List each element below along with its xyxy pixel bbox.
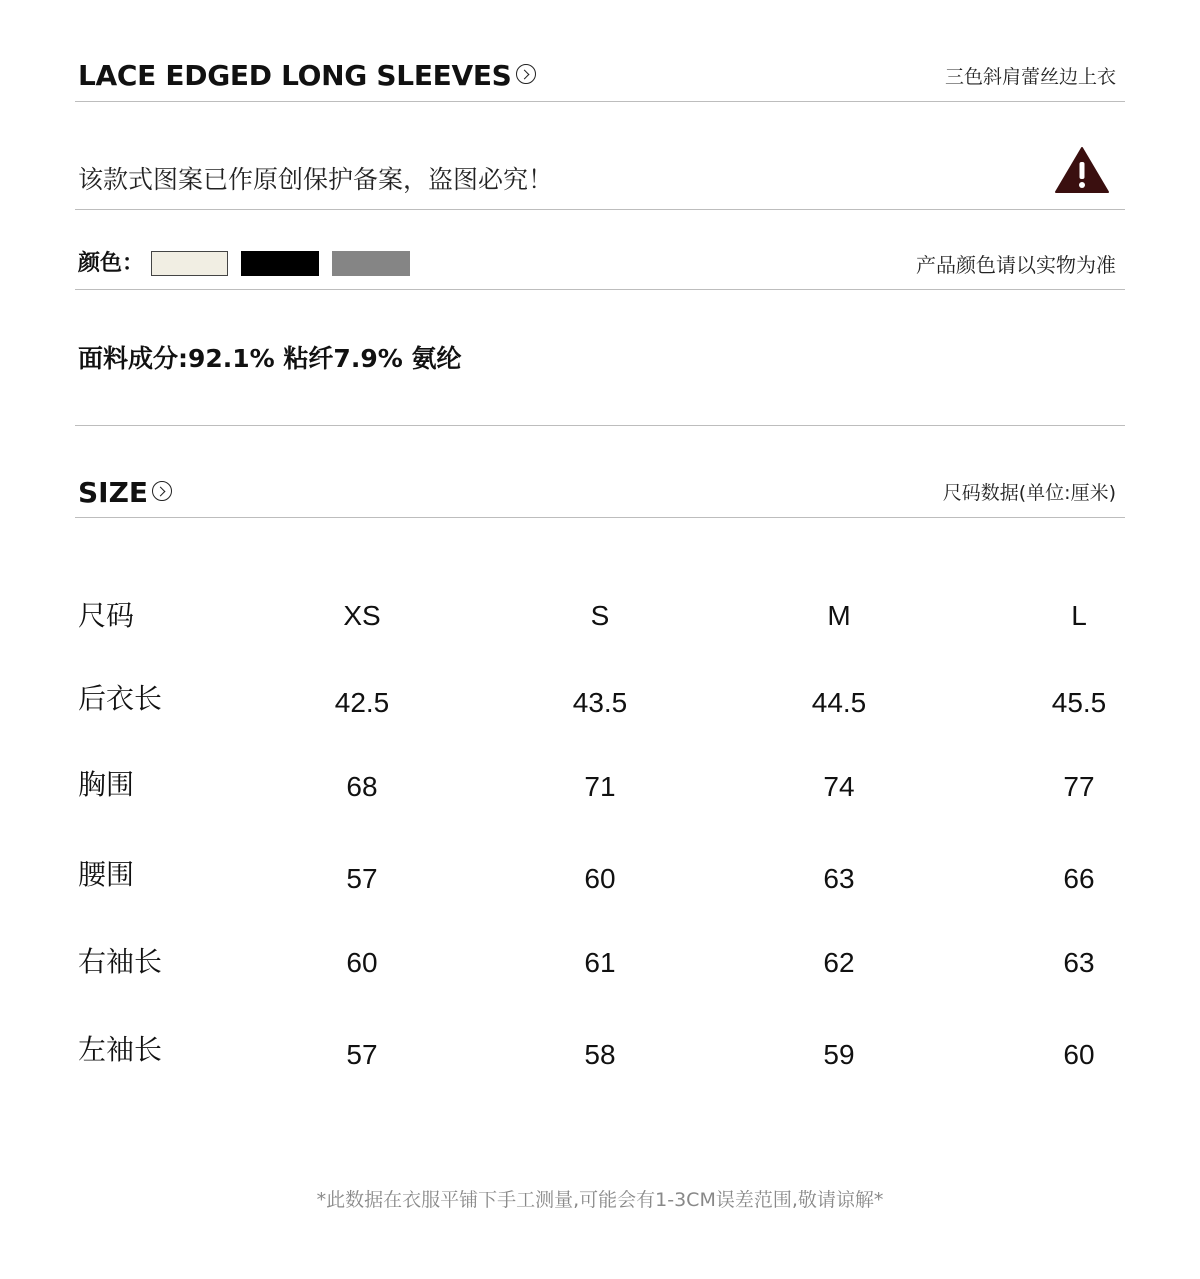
table-cell: 63 <box>823 863 855 894</box>
table-cell: 66 <box>1063 863 1095 894</box>
table-cell: 44.5 <box>811 687 867 718</box>
measurement-footnote: *此数据在衣服平铺下手工测量,可能会有1-3CM误差范围,敬请谅解* <box>316 1189 884 1211</box>
table-cell: 77 <box>1063 771 1095 802</box>
size-header-cell: L <box>1071 600 1087 631</box>
size-section-title <box>78 475 172 511</box>
divider <box>75 209 1125 210</box>
table-row <box>0 938 1200 988</box>
color-swatch-black <box>241 251 319 276</box>
row-label: 后衣长 <box>78 682 163 715</box>
table-header-label: 尺码 <box>78 599 135 632</box>
table-row <box>0 854 1200 904</box>
size-header-cell: M <box>827 600 851 631</box>
size-header-cell: S <box>590 600 610 631</box>
table-cell: 58 <box>584 1039 616 1070</box>
divider <box>75 517 1125 518</box>
circle-arrow-right-icon <box>516 64 536 84</box>
size-header-cell: XS <box>343 600 381 631</box>
table-cell: 63 <box>1063 947 1095 978</box>
table-cell: 60 <box>584 863 616 894</box>
table-cell: 74 <box>823 771 855 802</box>
circle-arrow-right-icon <box>152 481 172 501</box>
table-cell: 61 <box>584 947 616 978</box>
table-cell: 62 <box>823 947 855 978</box>
table-cell: 60 <box>346 947 378 978</box>
color-disclaimer: 产品颜色请以实物为准 <box>916 253 1116 277</box>
table-cell: 71 <box>584 771 616 802</box>
divider <box>75 101 1125 102</box>
table-cell: 59 <box>823 1039 855 1070</box>
product-title <box>78 58 536 94</box>
table-row <box>0 1030 1200 1080</box>
table-cell: 57 <box>346 863 378 894</box>
table-cell: 60 <box>1063 1039 1095 1070</box>
divider <box>75 425 1125 426</box>
product-title-text: LACE EDGED LONG SLEEVES <box>78 59 512 92</box>
table-cell: 68 <box>346 771 378 802</box>
size-table-header-row <box>0 591 1200 641</box>
warning-triangle-icon <box>1054 146 1110 194</box>
color-swatch-gray <box>332 251 410 276</box>
table-cell: 43.5 <box>572 687 628 718</box>
table-cell: 42.5 <box>334 687 390 718</box>
row-label: 腰围 <box>78 858 135 891</box>
row-label: 胸围 <box>78 768 135 801</box>
table-row <box>0 678 1200 728</box>
row-label: 右袖长 <box>78 945 163 978</box>
product-subtitle-cn: 三色斜肩蕾丝边上衣 <box>944 66 1116 88</box>
color-swatch-cream <box>151 251 228 276</box>
color-label: 颜色： <box>78 251 145 276</box>
table-cell: 45.5 <box>1051 687 1107 718</box>
size-unit-note: 尺码数据(单位:厘米) <box>942 482 1116 504</box>
fabric-composition: 面料成分:92.1% 粘纤7.9% 氨纶 <box>78 344 462 373</box>
table-cell: 57 <box>346 1039 378 1070</box>
copyright-notice: 该款式图案已作原创保护备案，盗图必究！ <box>78 165 554 194</box>
divider <box>75 289 1125 290</box>
row-label: 左袖长 <box>78 1033 163 1066</box>
table-row <box>0 762 1200 812</box>
size-title-text: SIZE <box>78 476 149 509</box>
